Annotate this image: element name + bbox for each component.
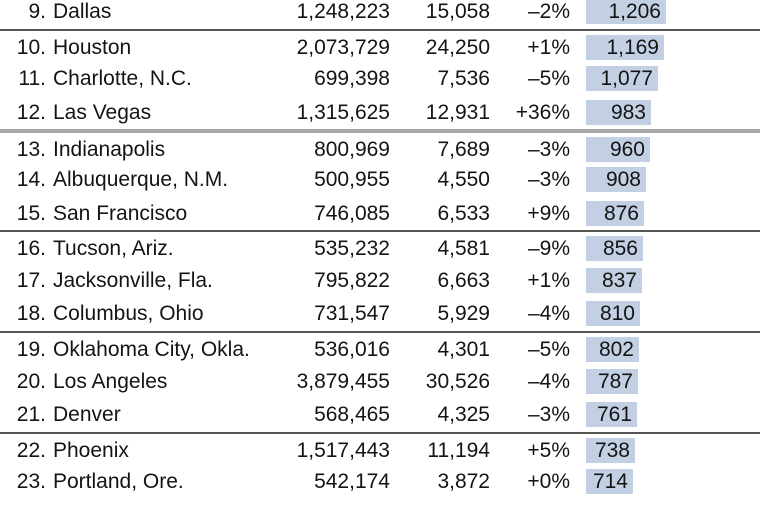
rank-cell: 9.: [28, 0, 46, 23]
table-row: [0, 230, 760, 264]
table-row: [0, 365, 760, 399]
rate-label: 761: [596, 403, 632, 427]
table-row: [0, 432, 760, 466]
count-cell: 4,550: [437, 168, 490, 191]
population-cell: 542,174: [314, 470, 390, 494]
population-cell: 699,398: [314, 67, 390, 91]
table-row: [0, 331, 760, 365]
city-cell: Indianapolis: [53, 138, 166, 162]
change-cell: –5%: [527, 67, 570, 91]
rate-cell: [586, 232, 760, 264]
rate-label: 960: [609, 138, 645, 162]
population-cell: 795,822: [314, 268, 390, 292]
count-cell: 3,872: [437, 470, 490, 494]
rate-cell: [586, 297, 760, 331]
count-cell: 7,689: [437, 138, 490, 162]
count-cell: 7,536: [437, 67, 490, 91]
rate-label: 714: [592, 470, 628, 494]
table-row: [0, 129, 760, 163]
rank-cell: 22.: [16, 438, 46, 462]
count-cell: 11,194: [427, 438, 490, 462]
rate-label: 802: [598, 338, 634, 361]
city-cell: Portland, Ore.: [53, 470, 184, 494]
count-cell: 30,526: [425, 369, 490, 393]
population-cell: 568,465: [314, 403, 390, 427]
rank-cell: 15.: [16, 201, 46, 225]
table-row: [0, 297, 760, 331]
table-row: [0, 465, 760, 499]
count-cell: 4,581: [437, 237, 490, 261]
population-cell: 800,969: [314, 138, 390, 162]
city-cell: Charlotte, N.C.: [53, 67, 192, 91]
table-row: [0, 398, 760, 432]
city-cell: Denver: [53, 403, 121, 427]
rate-cell: [586, 62, 760, 96]
rate-cell: [586, 163, 760, 197]
rate-cell: [586, 264, 760, 298]
population-cell: 1,517,443: [296, 438, 390, 462]
rate-cell: [586, 398, 760, 432]
rate-cell: [586, 333, 760, 365]
count-cell: 24,250: [425, 35, 490, 59]
change-cell: –2%: [527, 0, 570, 23]
city-cell: Albuquerque, N.M.: [53, 168, 229, 191]
city-cell: Jacksonville, Fla.: [53, 268, 213, 292]
rank-cell: 16.: [16, 237, 46, 261]
table-row: [0, 29, 760, 63]
table-row: [0, 62, 760, 96]
city-cell: Columbus, Ohio: [53, 302, 204, 326]
population-cell: 536,016: [314, 338, 390, 361]
rate-label: 837: [601, 268, 637, 292]
count-cell: 5,929: [437, 302, 490, 326]
population-cell: 500,955: [314, 168, 390, 191]
table-row: [0, 264, 760, 298]
table-row: [0, 163, 760, 197]
rank-cell: 17.: [16, 268, 46, 292]
rank-cell: 11.: [18, 67, 46, 91]
city-cell: Oklahoma City, Okla.: [53, 338, 250, 361]
population-cell: 1,315,625: [296, 100, 390, 124]
rate-label: 787: [597, 369, 633, 393]
change-cell: +0%: [527, 470, 570, 494]
rate-label: 983: [610, 100, 646, 124]
rank-cell: 21.: [16, 403, 46, 427]
rate-label: 1,169: [606, 35, 659, 59]
change-cell: –5%: [527, 338, 570, 361]
population-cell: 535,232: [314, 237, 390, 261]
count-cell: 6,663: [437, 268, 490, 292]
rank-cell: 13.: [16, 138, 46, 162]
change-cell: +36%: [515, 100, 570, 124]
rank-cell: 10.: [16, 35, 46, 59]
city-cell: Los Angeles: [53, 369, 168, 393]
change-cell: –3%: [527, 138, 570, 162]
city-cell: Las Vegas: [53, 100, 152, 124]
rank-cell: 19.: [16, 338, 46, 361]
city-cell: Dallas: [53, 0, 112, 23]
rate-cell: [586, 31, 760, 63]
change-cell: +5%: [527, 438, 570, 462]
rate-label: 738: [594, 438, 630, 462]
rate-label: 1,077: [600, 67, 653, 91]
count-cell: 6,533: [437, 201, 490, 225]
rate-cell: [586, 96, 760, 130]
population-cell: 1,248,223: [296, 0, 390, 23]
change-cell: –4%: [527, 369, 570, 393]
rate-label: 876: [603, 201, 639, 225]
table-row: [0, 0, 760, 29]
rank-cell: 23.: [16, 470, 46, 494]
change-cell: –3%: [527, 168, 570, 191]
rate-label: 908: [605, 168, 641, 191]
rank-cell: 14.: [16, 168, 46, 191]
table-row: [0, 96, 760, 130]
rate-cell: [586, 365, 760, 399]
rate-label: 856: [602, 237, 638, 261]
rate-cell: [586, 434, 760, 466]
city-cell: San Francisco: [53, 201, 188, 225]
change-cell: –4%: [527, 302, 570, 326]
city-cell: Houston: [53, 35, 132, 59]
population-cell: 2,073,729: [296, 35, 390, 59]
change-cell: +9%: [527, 201, 570, 225]
count-cell: 15,058: [425, 0, 490, 23]
rate-cell: [586, 133, 760, 163]
change-cell: –9%: [527, 237, 570, 261]
rate-label: 1,206: [608, 0, 661, 23]
rate-cell: [586, 197, 760, 231]
change-cell: +1%: [527, 268, 570, 292]
population-cell: 3,879,455: [296, 369, 390, 393]
rank-cell: 18.: [16, 302, 46, 326]
count-cell: 4,325: [437, 403, 490, 427]
rate-cell: [586, 0, 760, 29]
change-cell: +1%: [527, 35, 570, 59]
rank-cell: 20.: [16, 369, 46, 393]
table-row: [0, 197, 760, 231]
rank-cell: 12.: [16, 100, 46, 124]
city-cell: Tucson, Ariz.: [53, 237, 174, 261]
count-cell: 12,931: [425, 100, 490, 124]
count-cell: 4,301: [437, 338, 490, 361]
population-cell: 746,085: [314, 201, 390, 225]
change-cell: –3%: [527, 403, 570, 427]
population-cell: 731,547: [314, 302, 390, 326]
city-cell: Phoenix: [53, 438, 129, 462]
rate-label: 810: [599, 302, 635, 326]
rate-cell: [586, 465, 760, 499]
